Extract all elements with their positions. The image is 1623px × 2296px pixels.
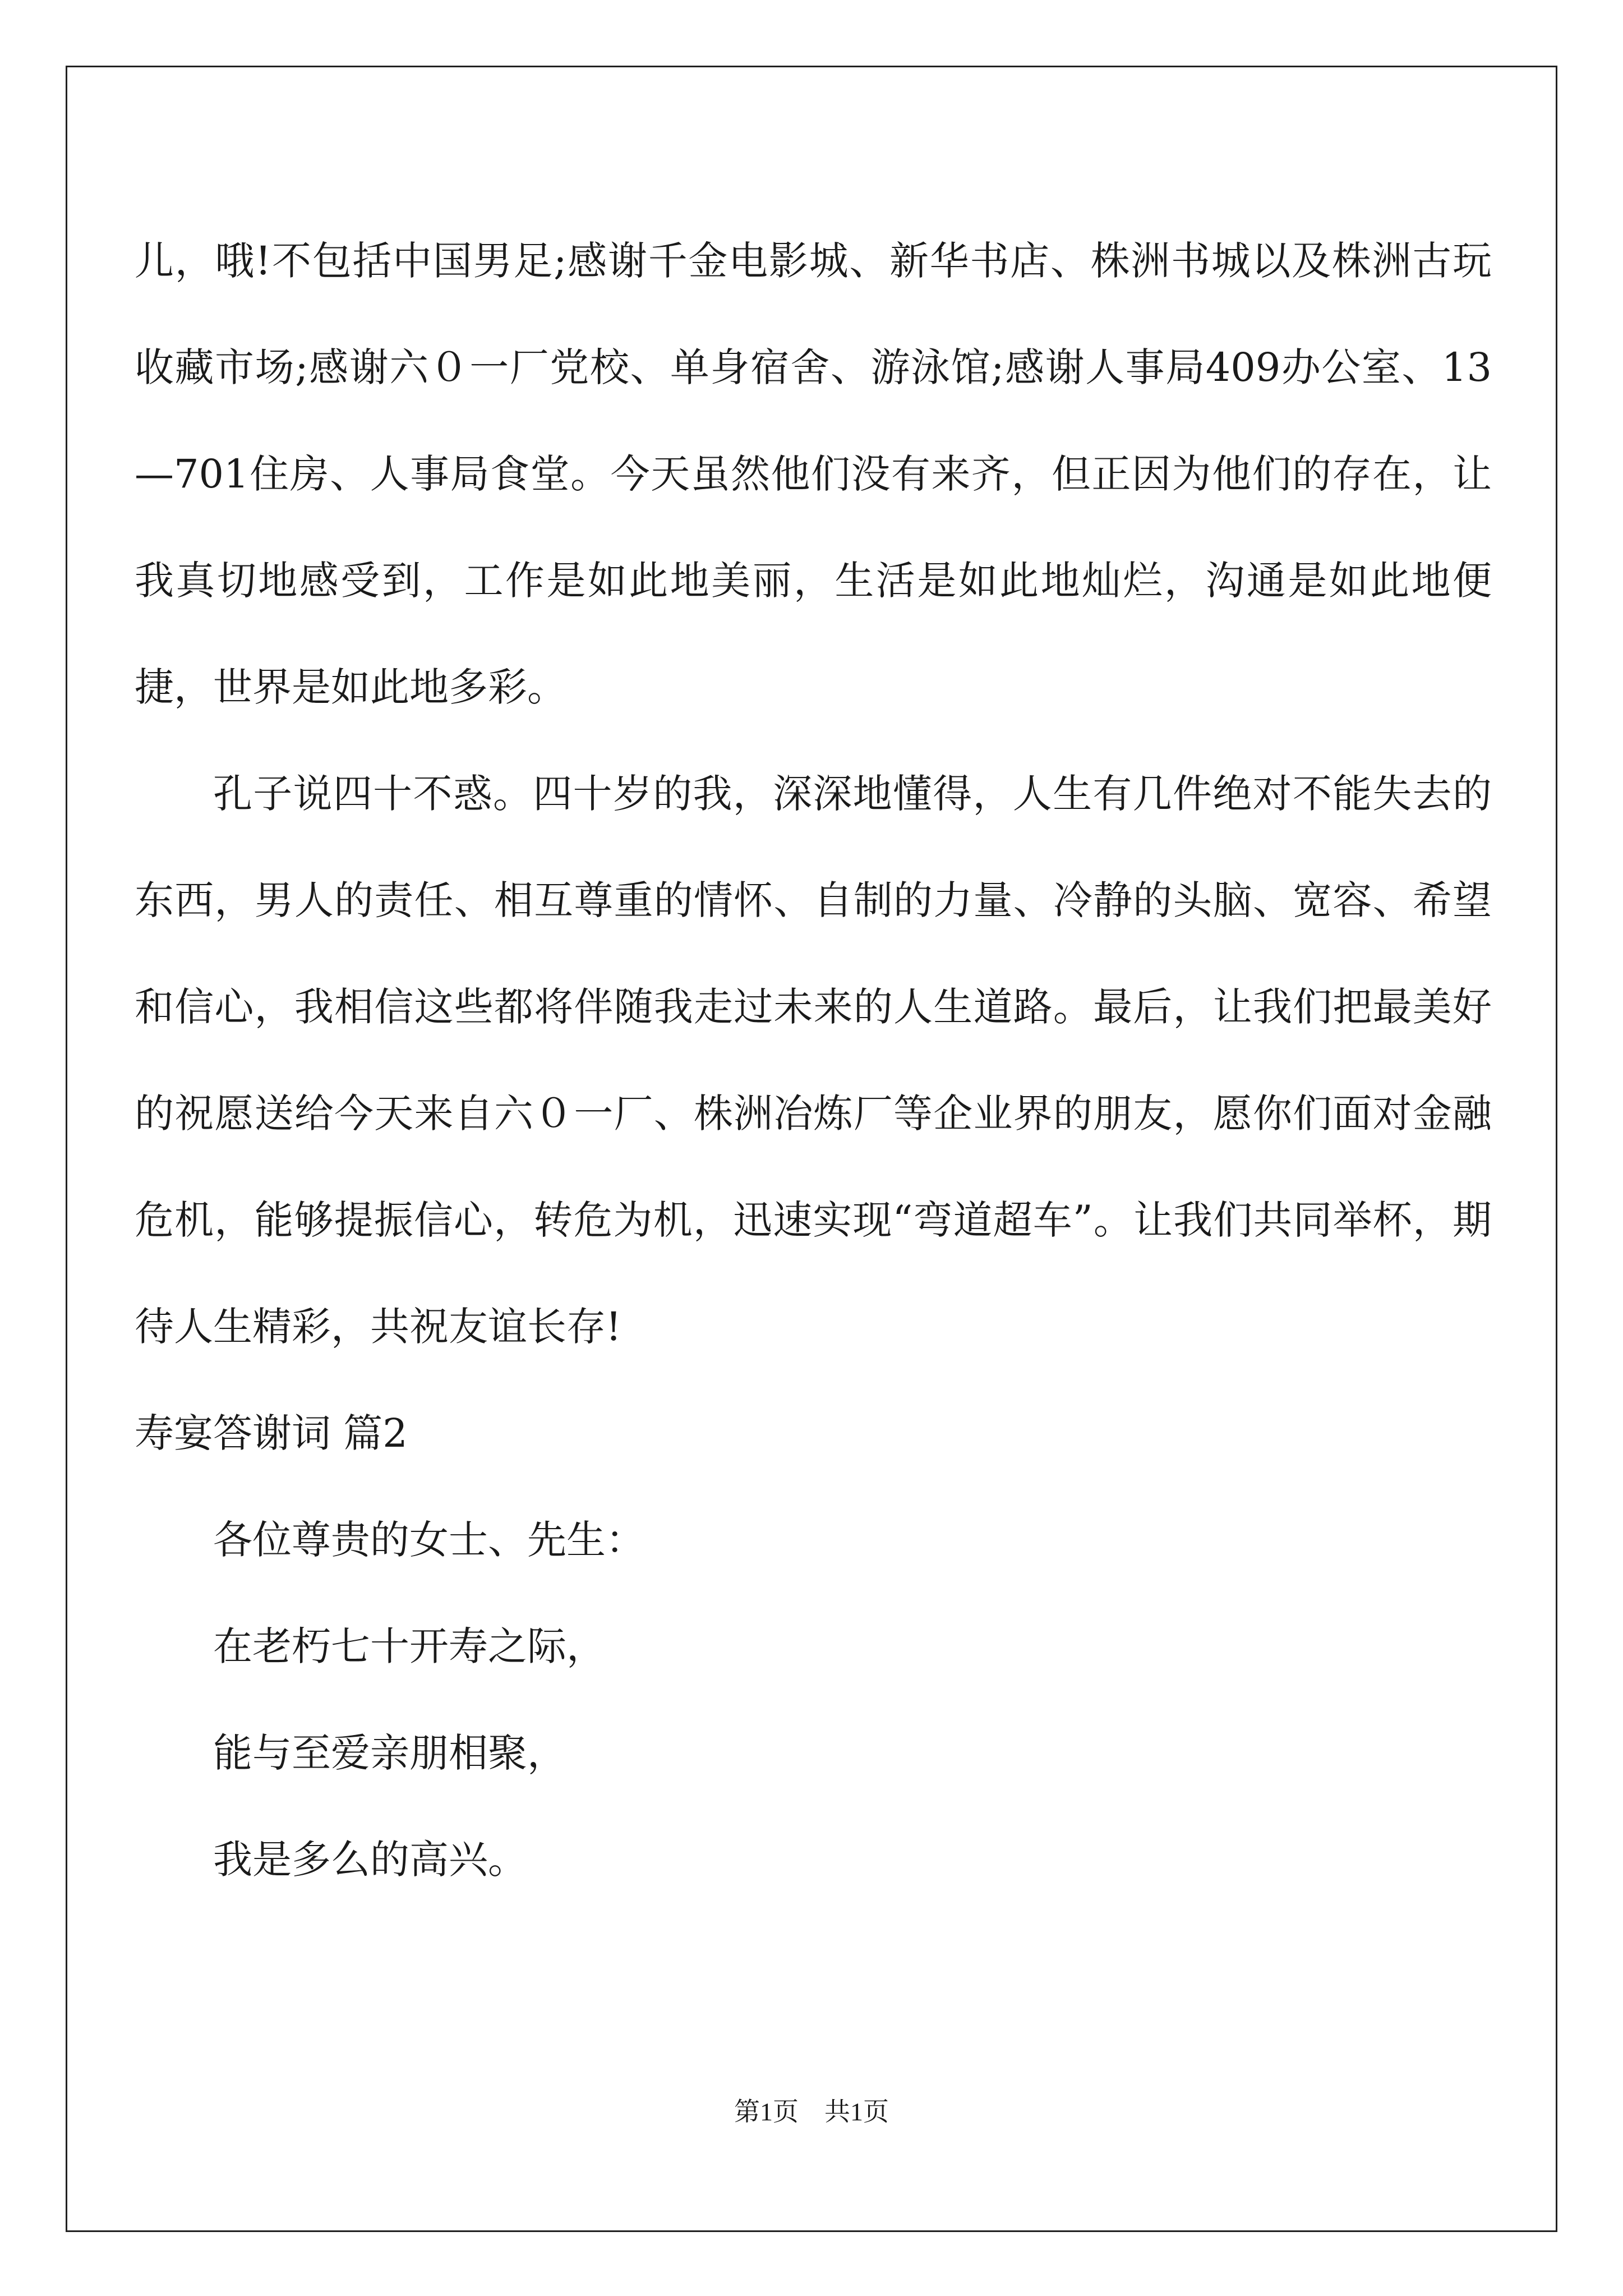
speech-line-3: 我是多么的高兴。 [213, 1837, 527, 1883]
speech-line-1: 在老朽七十开寿之际， [213, 1623, 606, 1669]
section-heading: 寿宴答谢词 篇2 [135, 1410, 408, 1456]
greeting-line: 各位尊贵的女士、先生： [213, 1517, 645, 1563]
paragraph-confucius: 孔子说四十不惑。四十岁的我，深深地懂得，人生有几件绝对不能失去的东西，男人的责任、相互尊重的情怀、自制的力量、冷静的头脑、宽容、希望和信心，我相信这些都将伴随我走过未来的人生道路。最后，让我们把最美好的祝愿送给今天来自六０一厂、株洲冶炼厂等企业界的朋友，愿你们面对金融危机，能够提振信心，转危为机，迅速实现“弯道超车”。让我们共同举杯，期待人生精彩，共祝友谊长存! [135, 771, 1492, 1350]
paragraph-thanks: 儿，哦!不包括中国男足;感谢千金电影城、新华书店、株洲书城以及株洲古玩收藏市场;感谢六０一厂党校、单身宿舍、游泳馆;感谢人事局409办公室、13—701住房、人事局食堂。今天虽然他们没有来齐，但正因为他们的存在，让我真切地感受到，工作是如此地美丽，生活是如此地灿烂，沟通是如此地便捷，世界是如此地多彩。 [135, 238, 1492, 710]
document-body [135, 208, 1492, 1913]
speech-line-2: 能与至爱亲朋相聚， [213, 1730, 566, 1776]
page-number-footer: 第1页 共1页 [734, 2097, 889, 2126]
